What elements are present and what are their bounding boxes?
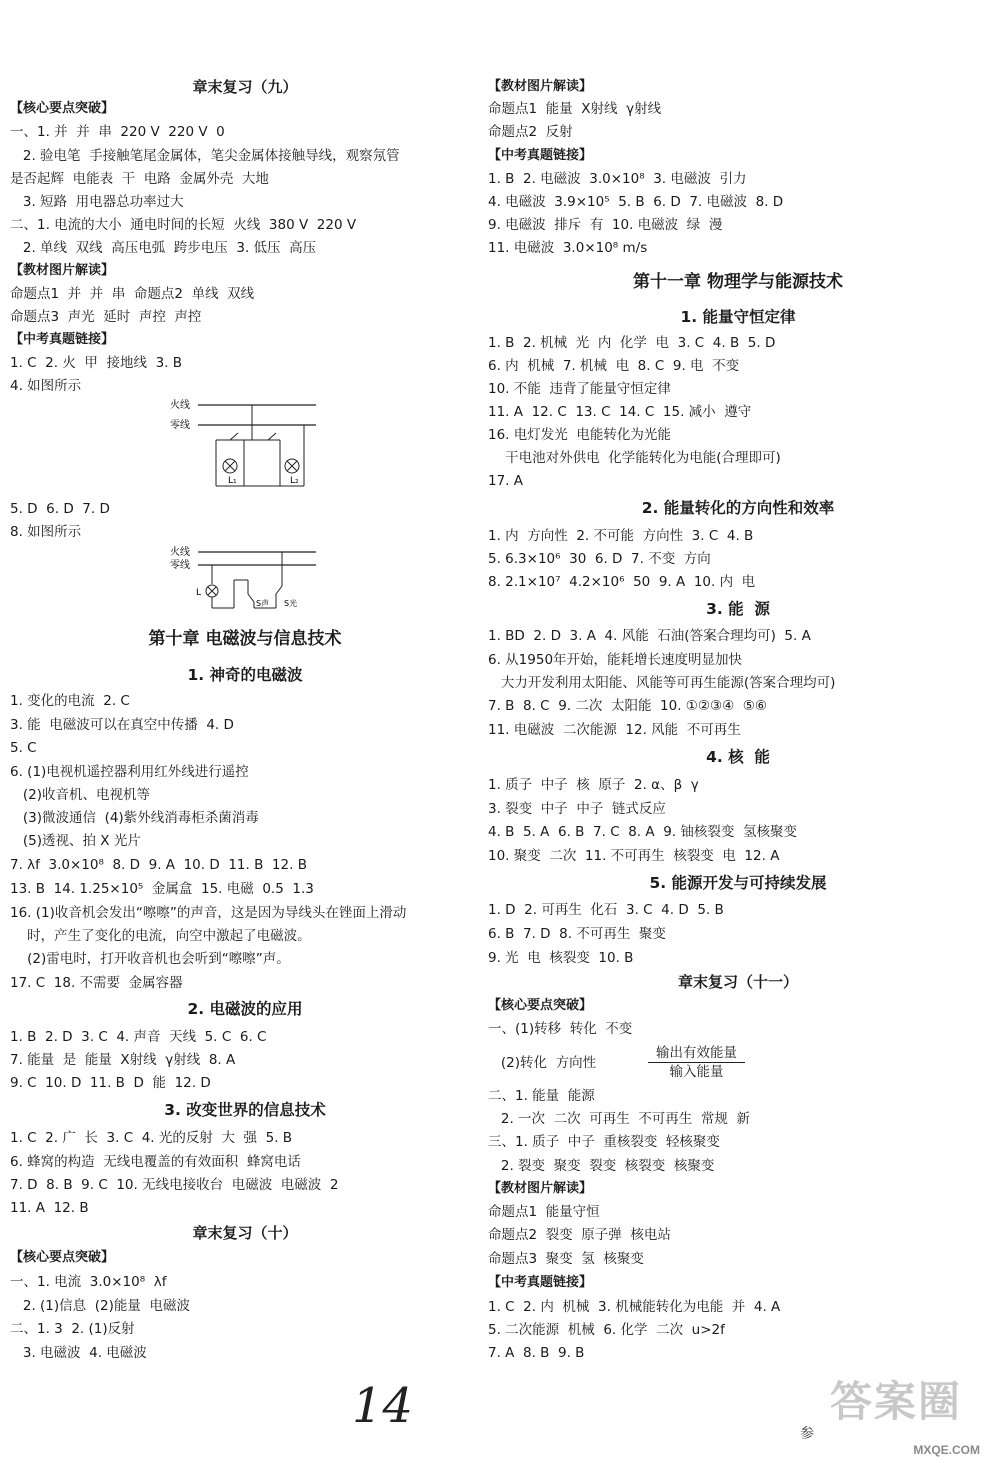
answer-line: 1. B 2. 电磁波 3.0×10⁸ 3. 电磁波 引力 <box>488 171 747 187</box>
section-title: 3. 能 源 <box>706 600 770 618</box>
answer-line: 7. A 8. B 9. B <box>488 1345 585 1361</box>
fire-wire-label: 火线 <box>170 400 190 411</box>
answer-line: 6. 内 机械 7. 机械 电 8. C 9. 电 不变 <box>488 358 740 374</box>
answer-line: 1. 质子 中子 核 原子 2. α、β γ <box>488 777 699 793</box>
answer-line: 1. BD 2. D 3. A 4. 风能 石油(答案合理均可) 5. A <box>488 628 811 644</box>
answer-line: 1. B 2. D 3. C 4. 声音 天线 5. C 6. C <box>10 1029 267 1045</box>
answer-line: 5. D 6. D 7. D <box>10 501 110 517</box>
sound-switch-label: S声 <box>256 599 270 608</box>
exam-links-tag: 【中考真题链接】 <box>10 332 115 347</box>
answer-line: 时，产生了变化的电流，向空中激起了电磁波。 <box>10 928 311 944</box>
zero-wire-label: 零线 <box>170 560 190 571</box>
exam-links-tag: 【中考真题链接】 <box>488 148 593 163</box>
answer-line: 17. A <box>488 473 523 489</box>
answer-line: 2. 验电笔 手接触笔尾金属体，笔尖金属体接触导线，观察氖管 <box>10 148 400 164</box>
answer-line: 2. (1)信息 (2)能量 电磁波 <box>10 1298 190 1314</box>
answer-line: 9. 光 电 核裂变 10. B <box>488 950 634 966</box>
answer-line: 6. 从1950年开始，能耗增长速度明显加快 <box>488 652 743 668</box>
answer-line: (2)收音机、电视机等 <box>10 787 150 803</box>
answer-line: 1. D 2. 可再生 化石 3. C 4. D 5. B <box>488 902 724 918</box>
chapter-11-title: 第十一章 物理学与能源技术 <box>633 272 843 292</box>
review-10-title: 章末复习（十） <box>192 1224 298 1242</box>
answer-line: 5. 6.3×10⁶ 30 6. D 7. 不变 方向 <box>488 551 711 567</box>
core-points-tag: 【核心要点突破】 <box>10 101 115 116</box>
answer-line: 一、1. 电流 3.0×10⁸ λf <box>10 1274 167 1290</box>
watermark-url: MXQE.COM <box>913 1443 980 1457</box>
answer-line: 干电池对外供电 化学能转化为电能(合理即可) <box>488 450 781 466</box>
answer-line: 二、1. 能量 能源 <box>488 1088 595 1104</box>
circuit-diagram-1 <box>168 396 318 496</box>
answer-line: 6. B 7. D 8. 不可再生 聚变 <box>488 926 666 942</box>
answer-line: 大力开发利用太阳能、风能等可再生能源(答案合理均可) <box>488 675 836 691</box>
lamp-l2-label: L₂ <box>290 476 299 486</box>
textbook-pictures-tag: 【教材图片解读】 <box>488 79 593 94</box>
answer-line: 8. 如图所示 <box>10 524 82 540</box>
section-title: 1. 能量守恒定律 <box>680 308 796 326</box>
answer-line: 4. 如图所示 <box>10 378 82 394</box>
answer-line: 3. 能 电磁波可以在真空中传播 4. D <box>10 717 234 733</box>
answer-line: 9. 电磁波 排斥 有 10. 电磁波 绿 漫 <box>488 217 723 233</box>
efficiency-fraction <box>648 1044 745 1081</box>
answer-line: 13. B 14. 1.25×10⁵ 金属盒 15. 电磁 0.5 1.3 <box>10 881 314 897</box>
exam-links-tag: 【中考真题链接】 <box>488 1275 593 1290</box>
answer-line: (5)透视、拍 X 光片 <box>10 833 141 849</box>
answer-line: 10. 不能 违背了能量守恒定律 <box>488 381 671 397</box>
answer-line: 命题点1 能量 X射线 γ射线 <box>488 101 662 117</box>
answer-line: 1. C 2. 火 甲 接地线 3. B <box>10 355 183 371</box>
answer-line: (2)雷电时，打开收音机也会听到“嚓嚓”声。 <box>10 951 290 967</box>
review-9-title: 章末复习（九） <box>192 78 298 96</box>
core-points-tag: 【核心要点突破】 <box>488 998 593 1013</box>
handwritten-page-number: 14 <box>352 1378 414 1434</box>
section-title: 5. 能源开发与可持续发展 <box>649 874 827 892</box>
answer-line: 一、(1)转移 转化 不变 <box>488 1021 633 1037</box>
zero-wire-label: 零线 <box>170 420 190 431</box>
answer-line: 7. B 8. C 9. 二次 太阳能 10. ①②③④ ⑤⑥ <box>488 698 767 714</box>
section-title: 1. 神奇的电磁波 <box>187 666 303 684</box>
answer-line: 命题点1 能量守恒 <box>488 1204 600 1220</box>
answer-line: 11. 电磁波 二次能源 12. 风能 不可再生 <box>488 722 741 738</box>
watermark <box>762 1313 992 1463</box>
reference-label: 参 <box>800 1426 814 1442</box>
answer-line: 三、1. 质子 中子 重核裂变 轻核聚变 <box>488 1134 720 1150</box>
answer-line: 8. 2.1×10⁷ 4.2×10⁶ 50 9. A 10. 内 电 <box>488 574 756 590</box>
answer-line: 4. B 5. A 6. B 7. C 8. A 9. 铀核裂变 氢核聚变 <box>488 824 797 840</box>
section-title: 4. 核 能 <box>706 748 770 766</box>
answer-line: 1. 内 方向性 2. 不可能 方向性 3. C 4. B <box>488 528 754 544</box>
answer-line: 1. C 2. 内 机械 3. 机械能转化为电能 并 4. A <box>488 1299 781 1315</box>
answer-line: 7. D 8. B 9. C 10. 无线电接收台 电磁波 电磁波 2 <box>10 1177 339 1193</box>
answer-line: 二、1. 电流的大小 通电时间的长短 火线 380 V 220 V <box>10 217 357 233</box>
answer-line: 9. C 10. D 11. B D 能 12. D <box>10 1075 211 1091</box>
answer-line: 4. 电磁波 3.9×10⁵ 5. B 6. D 7. 电磁波 8. D <box>488 194 784 210</box>
section-title: 3. 改变世界的信息技术 <box>164 1101 326 1119</box>
review-11-title: 章末复习（十一） <box>677 973 798 991</box>
answer-line: 命题点3 声光 延时 声控 声控 <box>10 309 202 325</box>
answer-line: 3. 裂变 中子 中子 链式反应 <box>488 801 666 817</box>
fraction-numerator: 输出有效能量 <box>648 1044 745 1063</box>
lamp-l1-label: L₁ <box>228 476 237 486</box>
answer-line: 5. C <box>10 740 37 756</box>
answer-line: 命题点1 并 并 串 命题点2 单线 双线 <box>10 286 255 302</box>
fraction-denominator: 输入能量 <box>669 1064 724 1080</box>
answer-line: 1. C 2. 广 长 3. C 4. 光的反射 大 强 5. B <box>10 1130 293 1146</box>
answer-line: 16. 电灯发光 电能转化为光能 <box>488 427 671 443</box>
answer-line: 2. 裂变 聚变 裂变 核裂变 核聚变 <box>488 1158 715 1174</box>
answer-line: 16. (1)收音机会发出“嚓嚓”的声音，这是因为导线头在锉面上滑动 <box>10 905 407 921</box>
answer-line: (3)微波通信 (4)紫外线消毒柜杀菌消毒 <box>10 810 259 826</box>
answer-line: 10. 聚变 二次 11. 不可再生 核裂变 电 12. A <box>488 848 780 864</box>
light-switch-label: S光 <box>284 599 298 608</box>
answer-line: 一、1. 并 并 串 220 V 220 V 0 <box>10 124 225 140</box>
answer-line: 命题点3 聚变 氢 核聚变 <box>488 1251 644 1267</box>
answer-line: 7. 能量 是 能量 X射线 γ射线 8. A <box>10 1052 236 1068</box>
answer-line: (2)转化 方向性 <box>488 1055 597 1071</box>
answer-line: 命题点2 裂变 原子弹 核电站 <box>488 1227 671 1243</box>
watermark-logo-text: 答案圈 <box>829 1377 962 1426</box>
textbook-pictures-tag: 【教材图片解读】 <box>10 263 115 278</box>
answer-line: 命题点2 反射 <box>488 124 573 140</box>
core-points-tag: 【核心要点突破】 <box>10 1250 115 1265</box>
answer-line: 6. 蜂窝的构造 无线电覆盖的有效面积 蜂窝电话 <box>10 1154 301 1170</box>
answer-line: 3. 电磁波 4. 电磁波 <box>10 1345 147 1361</box>
answer-line: 6. (1)电视机遥控器利用红外线进行遥控 <box>10 764 249 780</box>
answer-line: 17. C 18. 不需要 金属容器 <box>10 975 183 991</box>
textbook-pictures-tag: 【教材图片解读】 <box>488 1181 593 1196</box>
answer-line: 2. 单线 双线 高压电弧 跨步电压 3. 低压 高压 <box>10 240 317 256</box>
lamp-label: L <box>196 588 202 598</box>
section-title: 2. 能量转化的方向性和效率 <box>641 499 835 517</box>
answer-line: 7. λf 3.0×10⁸ 8. D 9. A 10. D 11. B 12. B <box>10 857 307 873</box>
answer-line: 1. 变化的电流 2. C <box>10 693 130 709</box>
answer-line: 3. 短路 用电器总功率过大 <box>10 194 184 210</box>
answer-line: 1. B 2. 机械 光 内 化学 电 3. C 4. B 5. D <box>488 335 776 351</box>
answer-line: 是否起辉 电能表 干 电路 金属外壳 大地 <box>10 171 269 187</box>
answer-line: 二、1. 3 2. (1)反射 <box>10 1321 135 1337</box>
answer-line: 5. 二次能源 机械 6. 化学 二次 u>2f <box>488 1322 725 1338</box>
fire-wire-label: 火线 <box>170 547 190 558</box>
section-title: 2. 电磁波的应用 <box>187 1000 303 1018</box>
answer-line: 11. A 12. C 13. C 14. C 15. 减小 遵守 <box>488 404 752 420</box>
answer-line: 2. 一次 二次 可再生 不可再生 常规 新 <box>488 1111 750 1127</box>
answer-line: 11. 电磁波 3.0×10⁸ m/s <box>488 240 648 256</box>
chapter-10-title: 第十章 电磁波与信息技术 <box>148 629 342 649</box>
circuit-diagram-2 <box>168 544 318 614</box>
answer-line: 11. A 12. B <box>10 1200 89 1216</box>
